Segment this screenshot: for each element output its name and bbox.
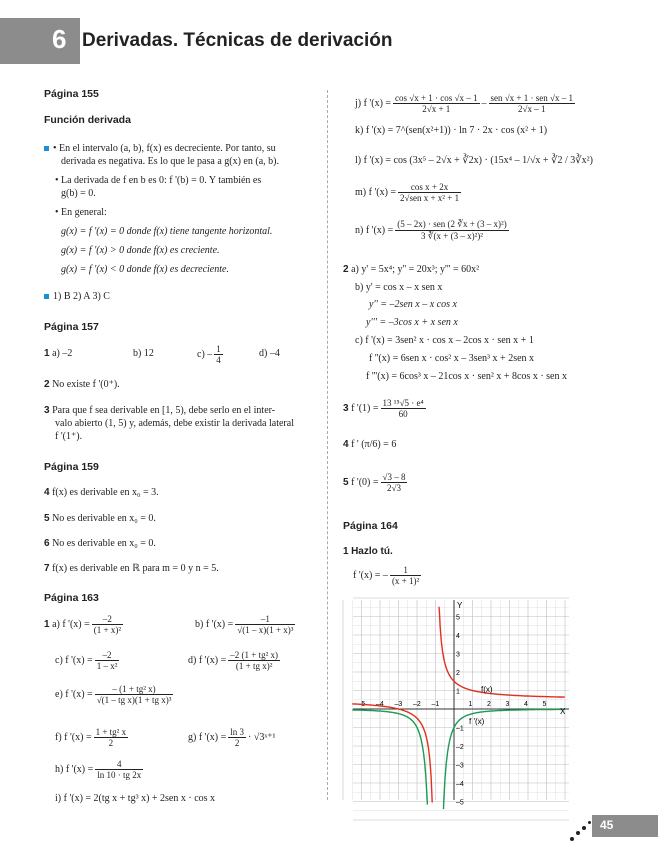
column-divider (327, 90, 328, 800)
heading-p159: Página 159 (44, 461, 99, 473)
q163-2c3: f '''(x) = 6cos³ x – 21cos x · sen² x + 8cos x · sen x (366, 371, 567, 382)
x-tick-label: –5 (357, 701, 366, 708)
x-axis-label: X (560, 707, 566, 716)
n: –1 (235, 614, 295, 625)
q159-5-text: No es derivable en x₀ = 0. (52, 513, 156, 524)
q159-6 (44, 538, 156, 549)
chapter-tab (0, 18, 80, 64)
q157-1c-lbl: c) – (197, 348, 213, 360)
q163-2c2: f ''(x) = 6sen x · cos² x – 3sen³ x + 2sen x (369, 353, 535, 364)
q157-3c: f '(1⁺). (55, 431, 83, 442)
f-label: f(x) (481, 685, 493, 694)
q157-1 (44, 348, 72, 359)
x-tick-label: 2 (487, 701, 491, 708)
q159-7 (44, 563, 219, 574)
page-number: 45 (600, 818, 614, 832)
general-3: g(x) = f '(x) < 0 donde f(x) es decreciente. (61, 264, 229, 275)
q163-n (355, 219, 511, 242)
x-tick-label: 5 (542, 701, 547, 708)
n: 1 (390, 565, 421, 576)
d: 2√sen x + x² + 1 (400, 193, 460, 203)
y-tick-label: –5 (456, 799, 464, 807)
d: 4 (216, 355, 221, 365)
heading-p164: Página 164 (343, 520, 398, 532)
dot-decoration-icon (588, 821, 591, 824)
m-lbl: m) f '(x) = (355, 186, 397, 198)
n: √3 – 8 (382, 472, 406, 482)
n: (5 – 2x) · sen (2 ∛x + (3 – x)²) (397, 219, 507, 229)
n: 4 (95, 759, 143, 770)
y-tick-label: 1 (456, 688, 460, 696)
num-1: 1 (44, 348, 50, 359)
n: cos x + 2x (398, 182, 461, 193)
heading-p155: Página 155 (44, 88, 99, 100)
frac-j1 (393, 93, 479, 114)
frac-h (95, 759, 143, 780)
bullet-1b: derivada es negativa. Es lo que le pasa a g(x) en (a, b). (61, 156, 279, 167)
frac-q5 (381, 472, 408, 493)
answers-2 (44, 291, 110, 302)
answers-2-text: 1) B 2) A 3) C (53, 291, 110, 302)
q163-c (55, 650, 121, 671)
d: (1 + tg x)² (235, 661, 273, 671)
x-tick-label: 3 (505, 701, 510, 708)
page-number-badge (592, 815, 658, 837)
q4-lbl: f ' (π/6) = 6 (351, 439, 397, 450)
frac-n (395, 219, 509, 242)
q163-d (188, 650, 282, 671)
q163-m (355, 182, 463, 203)
d: 2√3 (387, 483, 401, 493)
d: 2√x + 1 (422, 104, 451, 114)
frac-m (398, 182, 461, 203)
q159-4-text: f(x) es derivable en x₀ = 3. (52, 487, 159, 498)
q157-1b: b) 12 (133, 348, 154, 359)
square-marker-icon (44, 146, 49, 151)
num-4: 4 (44, 487, 50, 498)
q163-a (44, 614, 125, 635)
y-tick-label: 2 (456, 670, 460, 677)
d: 2√x – 1 (518, 104, 546, 114)
hazlo-text: Hazlo tú. (351, 546, 393, 557)
square-marker-icon (44, 294, 49, 299)
hazlo-formula (353, 565, 423, 586)
q159-7-text: f(x) es derivable en ℝ para m = 0 y n = 5. (52, 563, 219, 574)
q163-2a (343, 264, 479, 275)
d: 1 – x² (96, 661, 118, 671)
fprime-label: f '(x) (469, 717, 485, 726)
bullet-1-text: • En el intervalo (a, b), f(x) es decreciente. Por tanto, su (53, 143, 276, 154)
y-tick-label: –2 (456, 744, 464, 751)
num-7: 7 (44, 563, 50, 574)
f-lbl: f) f '(x) = (55, 731, 92, 743)
heading-p163: Página 163 (44, 592, 99, 604)
e-lbl: e) f '(x) = (55, 688, 93, 700)
frac-1c (214, 344, 223, 365)
d: 3 ∛(x + (3 – x)²)² (421, 231, 483, 241)
frac-c (95, 650, 120, 671)
q159-6-text: No es derivable en x₀ = 0. (52, 538, 156, 549)
d: (x + 1)² (391, 576, 420, 586)
q2a-text: a) y' = 5x⁴; y'' = 20x³; y''' = 60x² (351, 264, 480, 275)
q163-i: i) f '(x) = 2(tg x + tg³ x) + 2sen x · cos x (55, 793, 216, 804)
frac-b (235, 614, 295, 635)
frac-g (228, 727, 246, 748)
d: √(1 – x)(1 + x)³ (237, 625, 294, 635)
frac-q3 (381, 398, 426, 419)
num-3: 3 (44, 405, 50, 416)
frac-f (94, 727, 129, 748)
q163-j (355, 93, 577, 114)
q163-5 (343, 472, 409, 493)
q163-b (195, 614, 297, 635)
n: – (1 + tg² x) (95, 684, 174, 695)
dot-decoration-icon (570, 837, 574, 841)
q163-g (188, 727, 276, 748)
q163-h (55, 759, 145, 780)
num-2b: 2 (343, 264, 349, 275)
x-tick-label: –4 (376, 701, 384, 708)
q163-3 (343, 398, 428, 419)
x-tick-label: –2 (413, 701, 421, 708)
x-tick-label: –1 (431, 701, 440, 708)
x-tick-label: –3 (394, 701, 403, 708)
num-2: 2 (44, 379, 50, 390)
q157-1d: d) –4 (259, 348, 280, 359)
q163-2b2: y'' = –2sen x – x cos x (369, 299, 457, 310)
page-title: Derivadas. Técnicas de derivación (82, 30, 393, 51)
num-6: 6 (44, 538, 50, 549)
b-lbl: b) f '(x) = (195, 618, 234, 630)
g-lbl: g) f '(x) = (188, 731, 227, 743)
d: ln 10 · tg 2x (97, 770, 142, 780)
q157-3 (44, 405, 275, 416)
y-tick-label: 5 (456, 614, 460, 622)
bullet-2b: g(b) = 0. (61, 188, 96, 199)
y-tick-label: –3 (456, 762, 464, 770)
q163-4 (343, 439, 396, 450)
bullet-1 (44, 143, 276, 154)
y-tick-label: –1 (456, 725, 464, 733)
d: 2 (108, 738, 114, 748)
n: 1 + tg² x (95, 727, 127, 737)
g-rest: · √3ˣ⁺¹ (248, 731, 276, 743)
x-tick-label: 1 (468, 701, 473, 708)
q159-5 (44, 513, 156, 524)
bullet-2: • La derivada de f en b es 0: f '(b) = 0. Y también es (55, 175, 262, 186)
d: √(1 – tg x)(1 + tg x)³ (96, 695, 172, 705)
q157-2-text: No existe f '(0⁺). (52, 379, 120, 390)
n: 1 (216, 344, 221, 354)
d: (1 + x)² (93, 625, 122, 635)
bullet-3: • En general: (55, 207, 107, 218)
q163-2b3: y''' = –3cos x + x sen x (366, 317, 458, 328)
num-5: 5 (44, 513, 50, 524)
d: 2 (234, 738, 240, 748)
frac-j2 (489, 93, 575, 114)
a-lbl: a) f '(x) = (52, 618, 90, 630)
y-tick-label: 3 (456, 651, 460, 659)
j-mid: – (481, 97, 487, 109)
q159-4 (44, 487, 159, 498)
c-lbl: c) f '(x) = (55, 654, 93, 666)
q3-lbl: f '(1) = (351, 402, 379, 414)
y-tick-label: 4 (456, 633, 460, 640)
d: 60 (398, 409, 408, 419)
frac-e (95, 684, 174, 705)
num-4b: 4 (343, 439, 349, 450)
q157-3a: Para que f sea derivable en [1, 5), debe serlo en el inter- (52, 405, 276, 416)
heading-funcion-derivada: Función derivada (44, 114, 131, 126)
j-lbl: j) f '(x) = (355, 97, 392, 109)
n: 13 ¹⁵√5 · e⁴ (382, 398, 424, 408)
num-3b: 3 (343, 402, 349, 414)
q157-1a: a) –2 (52, 348, 73, 359)
n: sen √x + 1 · sen √x – 1 (490, 93, 573, 103)
frac-hz (390, 565, 421, 586)
d-lbl: d) f '(x) = (188, 654, 227, 666)
q163-k: k) f '(x) = 7^(sen(x²+1)) · ln 7 · 2x · cos (x² + 1) (355, 125, 548, 136)
num-1b: 1 (44, 618, 50, 630)
n: –2 (92, 614, 123, 625)
frac-a (92, 614, 123, 635)
function-graph (353, 600, 569, 807)
n: –2 (1 + tg² x) (230, 650, 279, 660)
q163-2c1: c) f '(x) = 3sen² x · cos x – 2cos x · sen x + 1 (355, 335, 534, 346)
q157-2 (44, 379, 120, 390)
hz-lbl: f '(x) = – (353, 569, 388, 581)
general-2: g(x) = f '(x) > 0 donde f(x) es creciente. (61, 245, 220, 256)
q163-l: l) f '(x) = cos (3x⁵ – 2√x + ∛2x) · (15x⁴ – 1/√x + ∛2 / 3∛x²) (355, 155, 593, 166)
y-tick-label: –4 (456, 781, 464, 788)
chapter-number: 6 (52, 24, 67, 54)
q157-3b: valo abierto (1, 5) y, además, debe existir la derivada lateral (55, 418, 294, 429)
heading-p157: Página 157 (44, 321, 99, 333)
frac-d (228, 650, 280, 671)
q163-2b1: b) y' = cos x – x sen x (355, 282, 443, 293)
h-lbl: h) f '(x) = (55, 763, 94, 775)
general-1: g(x) = f '(x) = 0 donde f(x) tiene tangente horizontal. (61, 226, 273, 237)
f-curve-left (352, 704, 432, 803)
fprime-curve-left (352, 710, 427, 805)
q163-e (55, 684, 175, 705)
y-axis-label: Y (457, 601, 463, 610)
x-tick-label: 4 (524, 701, 528, 708)
dot-decoration-icon (576, 831, 580, 835)
q163-f (55, 727, 130, 748)
num-5b: 5 (343, 476, 349, 488)
n-lbl: n) f '(x) = (355, 224, 394, 236)
q5-lbl: f '(0) = (351, 476, 379, 488)
n: ln 3 (230, 727, 245, 737)
q157-1c (197, 344, 225, 365)
n: –2 (95, 650, 120, 661)
hazlo-tu (343, 546, 393, 557)
num-1c: 1 (343, 546, 349, 557)
dot-decoration-icon (582, 826, 586, 830)
n: cos √x + 1 · cos √x – 1 (395, 93, 478, 103)
